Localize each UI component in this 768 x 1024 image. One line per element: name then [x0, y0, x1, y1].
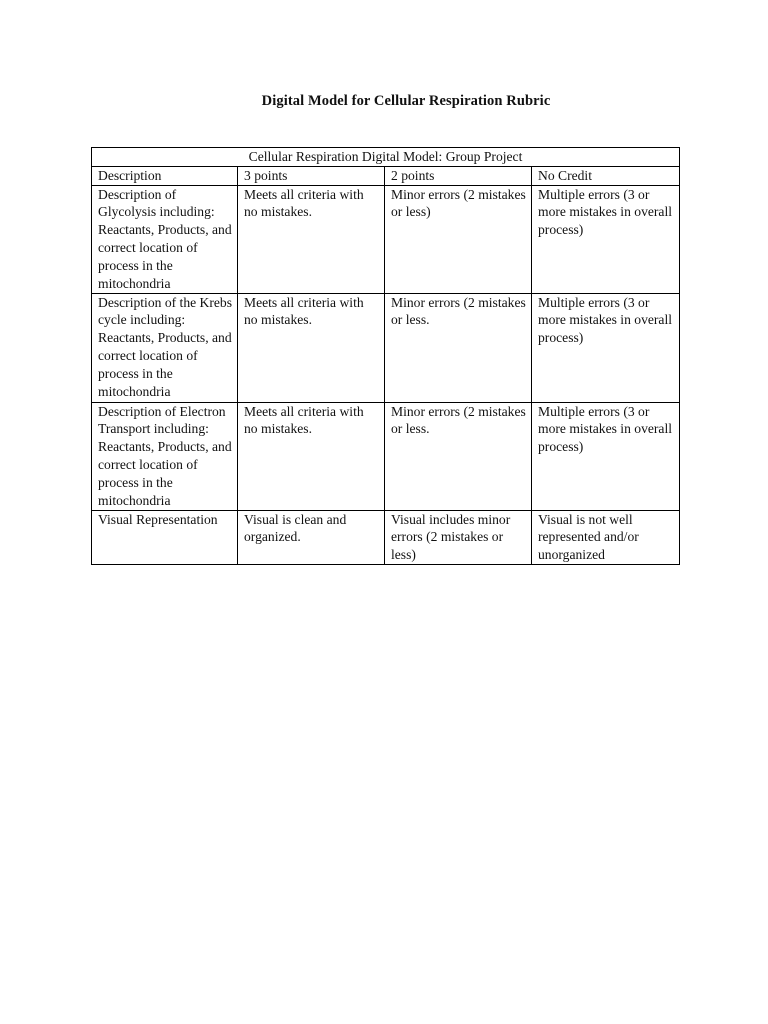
criterion-cell: Description of Electron Transport including: Reactants, Products, and correct location of process in the mitochondria	[92, 402, 238, 510]
table-row	[92, 185, 680, 293]
score-2-cell: Minor errors (2 mistakes or less.	[385, 402, 532, 510]
score-3-cell: Meets all criteria with no mistakes.	[238, 185, 385, 293]
rubric-table	[91, 147, 680, 565]
criterion-cell: Description of Glycolysis including: Reactants, Products, and correct location of process in the mitochondria	[92, 185, 238, 293]
header-2-points: 2 points	[385, 166, 532, 185]
criterion-cell: Description of the Krebs cycle including: Reactants, Products, and correct location of process in the mitochondria	[92, 293, 238, 402]
criterion-cell: Visual Representation	[92, 510, 238, 564]
score-2-cell: Minor errors (2 mistakes or less.	[385, 293, 532, 402]
table-row	[92, 293, 680, 402]
score-3-cell: Meets all criteria with no mistakes.	[238, 402, 385, 510]
table-caption-row	[92, 148, 680, 167]
document-title: Digital Model for Cellular Respiration Rubric	[261, 93, 551, 109]
score-3-cell: Visual is clean and organized.	[238, 510, 385, 564]
no-credit-cell: Multiple errors (3 or more mistakes in overall process)	[532, 402, 680, 510]
no-credit-cell: Visual is not well represented and/or unorganized	[532, 510, 680, 564]
header-no-credit: No Credit	[532, 166, 680, 185]
table-row	[92, 510, 680, 564]
score-3-cell: Meets all criteria with no mistakes.	[238, 293, 385, 402]
header-description: Description	[92, 166, 238, 185]
score-2-cell: Minor errors (2 mistakes or less)	[385, 185, 532, 293]
table-row	[92, 402, 680, 510]
no-credit-cell: Multiple errors (3 or more mistakes in overall process)	[532, 293, 680, 402]
table-header-row	[92, 166, 680, 185]
header-3-points: 3 points	[238, 166, 385, 185]
score-2-cell: Visual includes minor errors (2 mistakes or less)	[385, 510, 532, 564]
table-caption: Cellular Respiration Digital Model: Group Project	[92, 148, 680, 167]
no-credit-cell: Multiple errors (3 or more mistakes in overall process)	[532, 185, 680, 293]
